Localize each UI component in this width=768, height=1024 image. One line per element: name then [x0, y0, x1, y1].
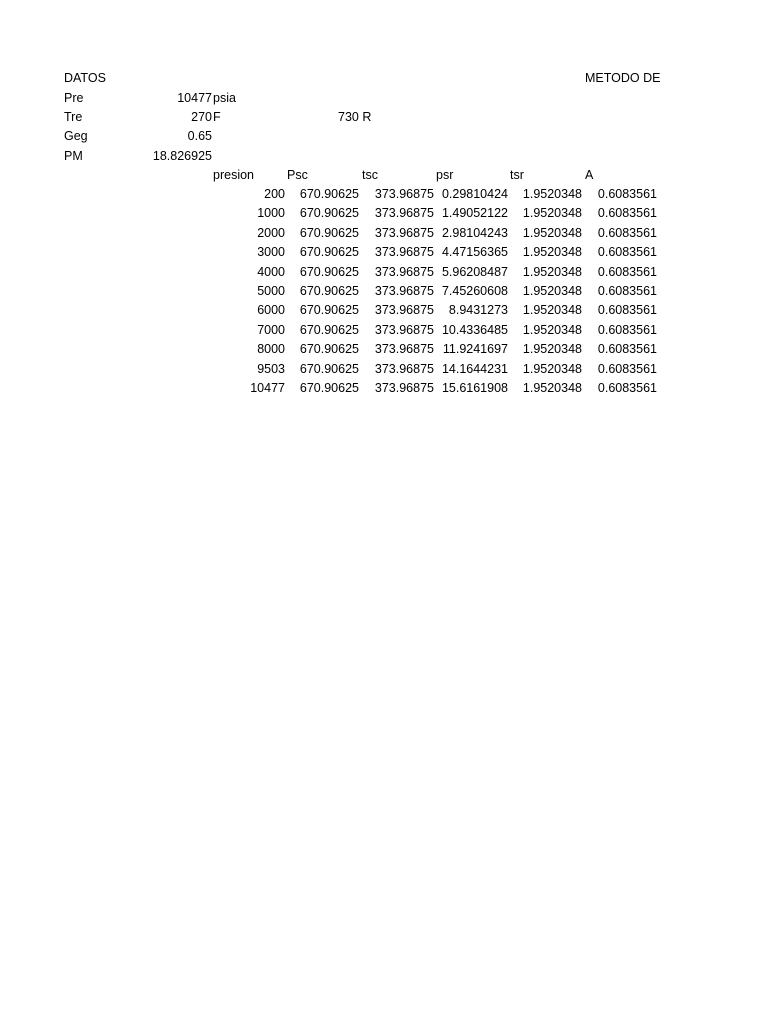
- cell-tsc: 373.96875: [374, 245, 434, 259]
- cell-tsr: 1.9520348: [522, 265, 582, 279]
- col-header-tsc: tsc: [362, 168, 378, 182]
- cell-psr: 8.9431273: [448, 303, 508, 317]
- cell-presion: 10477: [250, 381, 285, 395]
- cell-tsr: 1.9520348: [522, 206, 582, 220]
- cell-tsc: 373.96875: [374, 362, 434, 376]
- cell-presion: 6000: [257, 303, 285, 317]
- cell-tsc: 373.96875: [374, 284, 434, 298]
- param-label-pm: PM: [64, 149, 83, 163]
- cell-presion: 9503: [257, 362, 285, 376]
- cell-presion: 1000: [257, 206, 285, 220]
- cell-a: 0.6083561: [597, 284, 657, 298]
- col-header-presion: presion: [213, 168, 254, 182]
- col-header-psr: psr: [436, 168, 454, 182]
- param-value-pre: 10477: [177, 91, 212, 105]
- cell-psc: 670.90625: [299, 342, 359, 356]
- cell-psr: 5.96208487: [441, 265, 508, 279]
- cell-psc: 670.90625: [299, 206, 359, 220]
- cell-presion: 3000: [257, 245, 285, 259]
- cell-psc: 670.90625: [299, 303, 359, 317]
- cell-psc: 670.90625: [299, 284, 359, 298]
- cell-a: 0.6083561: [597, 342, 657, 356]
- cell-tsr: 1.9520348: [522, 362, 582, 376]
- cell-psr: 1.49052122: [441, 206, 508, 220]
- cell-tsr: 1.9520348: [522, 245, 582, 259]
- cell-psr: 0.29810424: [441, 187, 508, 201]
- param-value-tre: 270: [191, 110, 212, 124]
- cell-presion: 4000: [257, 265, 285, 279]
- cell-psr: 2.98104243: [441, 226, 508, 240]
- cell-a: 0.6083561: [597, 206, 657, 220]
- cell-tsr: 1.9520348: [522, 284, 582, 298]
- cell-presion: 8000: [257, 342, 285, 356]
- cell-tsc: 373.96875: [374, 226, 434, 240]
- cell-presion: 7000: [257, 323, 285, 337]
- cell-tsc: 373.96875: [374, 342, 434, 356]
- param-value-pm: 18.826925: [152, 149, 212, 163]
- cell-a: 0.6083561: [597, 245, 657, 259]
- cell-tsc: 373.96875: [374, 265, 434, 279]
- cell-psc: 670.90625: [299, 245, 359, 259]
- cell-tsc: 373.96875: [374, 303, 434, 317]
- cell-psc: 670.90625: [299, 226, 359, 240]
- col-header-tsr: tsr: [510, 168, 524, 182]
- cell-psc: 670.90625: [299, 381, 359, 395]
- cell-tsc: 373.96875: [374, 381, 434, 395]
- cell-presion: 2000: [257, 226, 285, 240]
- param-value-geg: 0.65: [187, 129, 212, 143]
- cell-psr: 15.6161908: [441, 381, 508, 395]
- datos-label: DATOS: [64, 71, 106, 85]
- param-label-pre: Pre: [64, 91, 84, 105]
- cell-a: 0.6083561: [597, 381, 657, 395]
- cell-psr: 7.45260608: [441, 284, 508, 298]
- cell-psr: 10.4336485: [441, 323, 508, 337]
- cell-tsr: 1.9520348: [522, 381, 582, 395]
- param-label-geg: Geg: [64, 129, 88, 143]
- cell-a: 0.6083561: [597, 187, 657, 201]
- cell-a: 0.6083561: [597, 303, 657, 317]
- col-header-a: A: [585, 168, 594, 182]
- cell-psc: 670.90625: [299, 323, 359, 337]
- cell-tsr: 1.9520348: [522, 323, 582, 337]
- col-header-psc: Psc: [287, 168, 308, 182]
- cell-presion: 5000: [257, 284, 285, 298]
- cell-tsr: 1.9520348: [522, 342, 582, 356]
- cell-tsc: 373.96875: [374, 206, 434, 220]
- cell-psr: 14.1644231: [441, 362, 508, 376]
- cell-psc: 670.90625: [299, 265, 359, 279]
- cell-presion: 200: [264, 187, 285, 201]
- param-unit-pre: psia: [213, 91, 236, 105]
- param-unit-tre: F: [213, 110, 221, 124]
- cell-a: 0.6083561: [597, 362, 657, 376]
- cell-psr: 11.9241697: [442, 342, 508, 356]
- param-extra-tre: 730 R: [338, 110, 372, 124]
- cell-tsr: 1.9520348: [522, 187, 582, 201]
- cell-a: 0.6083561: [597, 226, 657, 240]
- cell-a: 0.6083561: [597, 323, 657, 337]
- cell-psc: 670.90625: [299, 187, 359, 201]
- cell-tsc: 373.96875: [374, 187, 434, 201]
- param-label-tre: Tre: [64, 110, 83, 124]
- metodo-label: METODO DE: [585, 71, 661, 85]
- cell-a: 0.6083561: [597, 265, 657, 279]
- cell-tsr: 1.9520348: [522, 226, 582, 240]
- cell-tsr: 1.9520348: [522, 303, 582, 317]
- cell-psr: 4.47156365: [441, 245, 508, 259]
- cell-psc: 670.90625: [299, 362, 359, 376]
- cell-tsc: 373.96875: [374, 323, 434, 337]
